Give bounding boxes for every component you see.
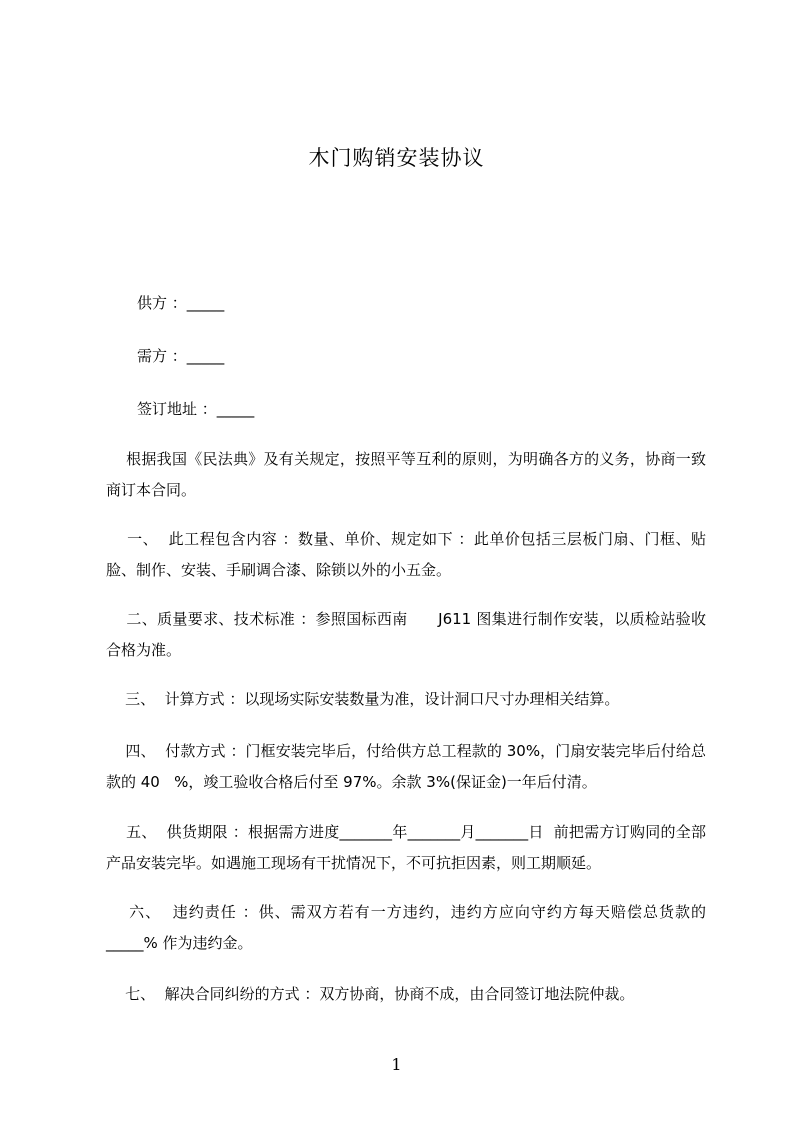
buyer-field: 需方 ：_____ <box>137 347 225 365</box>
clause-1-text: 一、 此工程包含内容 ：数量、单价、规定如下 ：此单价包括三层板门扇、门框、贴脸、制作、安装、手刷调合漆、除锁以外的小五金。 <box>106 530 706 579</box>
clause-5-text: 五、 供货期限 ：根据需方进度_______年_______月_______日 前把需方订购同的全部产品安装完毕。如遇施工现场有干扰情况下，不可抗拒因素，则工期顺延。 <box>106 823 706 872</box>
supplier-field: 供方 ：_____ <box>137 294 225 312</box>
clause-4 <box>106 736 706 798</box>
clause-5 <box>106 817 706 879</box>
clause-2 <box>106 604 706 666</box>
clause-4-text: 四、 付款方式 ：门框安装完毕后，付给供方总工程款的 30%，门扇安装完毕后付给总款的 40 %，竣工验收合格后付至 97%。余款 3%(保证金)一年后付清。 <box>106 742 706 791</box>
document-title: 木门购销安装协议 <box>308 146 485 170</box>
clause-2-text: 二、质量要求、技术标准 ：参照国标西南 J611 图集进行制作安装，以质检站验收合格为准。 <box>106 610 707 659</box>
clause-7 <box>106 979 706 1010</box>
page-number: 1 <box>391 1055 402 1074</box>
clause-3 <box>106 684 706 715</box>
signing-address-field: 签订地址 ：_____ <box>137 400 255 418</box>
clause-3-text: 三、 计算方式 ：以现场实际安装数量为准，设计洞口尺寸办理相关结算。 <box>106 690 620 708</box>
clause-6 <box>106 897 706 959</box>
intro-paragraph <box>106 444 706 506</box>
clause-7-text: 七、 解决合同纠纷的方式 ：双方协商，协商不成，由合同签订地法院仲裁。 <box>106 985 635 1003</box>
clause-6-text: 六、 违约责任 ：供、需双方若有一方违约，违约方应向守约方每天赔偿总货款的_____% 作为违约金。 <box>106 903 706 952</box>
intro-text: 根据我国《民法典》及有关规定，按照平等互利的原则，为明确各方的义务，协商一致商订本合同。 <box>106 450 706 499</box>
clause-1 <box>106 524 706 586</box>
